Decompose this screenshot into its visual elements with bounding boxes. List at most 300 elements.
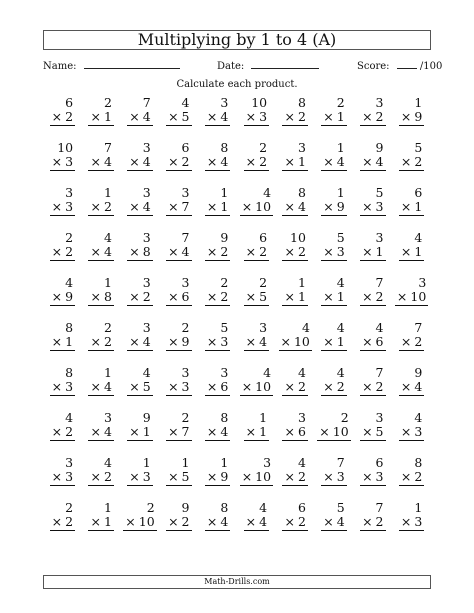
multiplier: 2: [181, 154, 190, 169]
problem-8-6: [237, 411, 276, 456]
problem-8-7: [276, 411, 315, 456]
multiplier: 1: [297, 289, 306, 304]
problem-4-1: [43, 231, 82, 276]
multiplicand: 2: [336, 95, 345, 110]
times-sign: ×: [284, 154, 295, 169]
multiplicand: 6: [297, 500, 306, 515]
problem-6-9: [353, 321, 392, 366]
multiplier-row: [205, 200, 230, 216]
problem-stack: [321, 141, 346, 171]
multiplier: 4: [103, 244, 112, 259]
multiplicand: 9: [375, 140, 384, 155]
problem-stack: [166, 141, 191, 171]
multiplier: 4: [336, 154, 345, 169]
multiplicand: 7: [414, 320, 423, 335]
multiplier: 9: [414, 109, 423, 124]
multiplier: 2: [375, 514, 384, 529]
instructions: Calculate each product.: [176, 79, 298, 90]
times-sign: ×: [323, 379, 334, 394]
multiplicand: 2: [220, 275, 229, 290]
problem-7-10: [392, 366, 431, 411]
problem-6-6: [237, 321, 276, 366]
problem-stack: [399, 411, 424, 441]
multiplicand: 1: [220, 185, 229, 200]
multiplier: 4: [220, 154, 229, 169]
problem-3-7: [276, 186, 315, 231]
problem-stack: [360, 141, 385, 171]
multiplier: 2: [259, 244, 268, 259]
multiplicand: 2: [146, 500, 155, 515]
multiplicand: 7: [181, 230, 190, 245]
multiplier: 2: [375, 379, 384, 394]
multiplier: 4: [103, 424, 112, 439]
problem-8-10: [392, 411, 431, 456]
multiplier-row: [399, 335, 424, 351]
times-sign: ×: [125, 514, 136, 529]
multiplier: 9: [181, 334, 190, 349]
score-field[interactable]: [357, 58, 442, 74]
problem-stack: [88, 141, 113, 171]
times-sign: ×: [362, 379, 373, 394]
multiplier-row: [282, 155, 307, 171]
multiplier-row: [321, 515, 346, 531]
multiplier-row: [321, 380, 346, 396]
problem-stack: [205, 501, 230, 531]
multiplier-row: [240, 470, 273, 486]
multiplier: 4: [220, 109, 229, 124]
problem-5-9: [353, 276, 392, 321]
multiplier: 10: [138, 514, 155, 529]
times-sign: ×: [129, 154, 140, 169]
problem-stack: [321, 276, 346, 306]
multiplier: 1: [375, 244, 384, 259]
multiplier-row: [205, 380, 230, 396]
problem-4-2: [82, 231, 121, 276]
multiplicand: 4: [336, 275, 345, 290]
multiplier: 4: [220, 514, 229, 529]
problem-stack: [321, 501, 346, 531]
times-sign: ×: [241, 379, 253, 394]
multiplier: 2: [220, 289, 229, 304]
multiplier: 9: [336, 199, 345, 214]
problem-3-4: [159, 186, 198, 231]
problem-10-1: [43, 501, 82, 546]
problem-10-9: [353, 501, 392, 546]
problem-4-8: [315, 231, 354, 276]
problem-stack: [279, 321, 312, 351]
multiplier-row: [166, 515, 191, 531]
multiplier-row: [50, 245, 75, 261]
multiplier: 2: [297, 244, 306, 259]
multiplier-row: [205, 515, 230, 531]
problem-7-7: [276, 366, 315, 411]
multiplier: 4: [142, 154, 151, 169]
multiplicand: 4: [414, 230, 423, 245]
problem-stack: [127, 276, 152, 306]
problem-9-6: [237, 456, 276, 501]
times-sign: ×: [362, 109, 373, 124]
multiplier: 3: [65, 469, 74, 484]
multiplier: 2: [375, 289, 384, 304]
multiplier: 7: [181, 424, 190, 439]
times-sign: ×: [206, 154, 218, 169]
multiplier-row: [50, 110, 75, 126]
multiplier-row: [360, 470, 385, 486]
multiplier-row: [321, 155, 346, 171]
times-sign: ×: [323, 244, 334, 259]
multiplier-row: [50, 515, 75, 531]
multiplier-row: [50, 200, 75, 216]
problem-stack: [127, 141, 152, 171]
problem-9-2: [82, 456, 121, 501]
multiplier: 1: [336, 289, 345, 304]
problem-3-6: [237, 186, 276, 231]
multiplier-row: [88, 245, 113, 261]
multiplier-row: [205, 110, 230, 126]
problem-9-4: [159, 456, 198, 501]
multiplier: 3: [336, 244, 345, 259]
times-sign: ×: [362, 154, 373, 169]
problem-stack: [360, 231, 385, 261]
multiplier-row: [166, 155, 191, 171]
problem-stack: [240, 366, 273, 396]
problem-3-5: [198, 186, 237, 231]
times-sign: ×: [284, 199, 295, 214]
multiplier: 5: [181, 469, 190, 484]
multiplicand: 3: [142, 320, 151, 335]
times-sign: ×: [51, 109, 63, 124]
multiplier: 4: [220, 424, 229, 439]
multiplicand: 7: [103, 140, 112, 155]
multiplicand: 4: [336, 365, 345, 380]
problem-stack: [205, 456, 230, 486]
times-sign: ×: [168, 514, 179, 529]
problem-4-7: [276, 231, 315, 276]
problem-stack: [50, 411, 75, 441]
multiplier-row: [166, 290, 191, 306]
problem-5-6: [237, 276, 276, 321]
problem-stack: [282, 186, 307, 216]
problem-8-4: [159, 411, 198, 456]
multiplicand: 6: [414, 185, 423, 200]
problem-2-6: [237, 141, 276, 186]
multiplicand: 1: [297, 275, 306, 290]
multiplier: 5: [375, 424, 384, 439]
multiplier: 9: [65, 289, 74, 304]
problem-9-5: [198, 456, 237, 501]
problem-6-4: [159, 321, 198, 366]
multiplier-row: [399, 200, 424, 216]
times-sign: ×: [51, 514, 63, 529]
problem-grid: [43, 96, 431, 546]
multiplier: 1: [259, 424, 268, 439]
multiplier-row: [166, 470, 191, 486]
problem-4-9: [353, 231, 392, 276]
multiplier: 3: [181, 379, 190, 394]
multiplier-row: [244, 515, 269, 531]
multiplicand: 1: [181, 455, 190, 470]
times-sign: ×: [51, 154, 63, 169]
multiplier-row: [127, 380, 152, 396]
multiplier: 1: [336, 334, 345, 349]
multiplicand: 8: [297, 185, 306, 200]
multiplier: 5: [142, 379, 151, 394]
multiplier: 3: [336, 469, 345, 484]
times-sign: ×: [129, 379, 140, 394]
multiplicand: 8: [220, 140, 229, 155]
times-sign: ×: [400, 514, 412, 529]
multiplier-row: [88, 200, 113, 216]
problem-stack: [166, 321, 191, 351]
times-sign: ×: [362, 289, 373, 304]
multiplier: 6: [220, 379, 229, 394]
multiplier-row: [205, 425, 230, 441]
problem-stack: [205, 96, 230, 126]
multiplier: 4: [336, 514, 345, 529]
multiplier-row: [166, 335, 191, 351]
multiplicand: 6: [181, 140, 190, 155]
problem-9-7: [276, 456, 315, 501]
multiplier: 5: [259, 289, 268, 304]
problem-6-7: [276, 321, 315, 366]
problem-stack: [399, 96, 424, 126]
problem-stack: [399, 456, 424, 486]
multiplicand: 4: [181, 95, 190, 110]
name-label: Name:: [43, 61, 77, 72]
problem-stack: [127, 411, 152, 441]
multiplier: 2: [414, 154, 423, 169]
multiplier: 2: [297, 469, 306, 484]
problem-6-3: [121, 321, 160, 366]
multiplicand: 3: [259, 320, 268, 335]
multiplier: 2: [142, 289, 151, 304]
times-sign: ×: [51, 379, 63, 394]
problem-6-2: [82, 321, 121, 366]
multiplier-row: [282, 200, 307, 216]
multiplier: 3: [375, 469, 384, 484]
times-sign: ×: [323, 469, 334, 484]
problem-1-1: [43, 96, 82, 141]
problem-stack: [360, 186, 385, 216]
multiplicand: 9: [414, 365, 423, 380]
times-sign: ×: [396, 289, 408, 304]
problem-stack: [50, 186, 75, 216]
problem-7-4: [159, 366, 198, 411]
problem-stack: [321, 321, 346, 351]
multiplicand: 3: [375, 230, 384, 245]
multiplicand: 2: [181, 320, 190, 335]
multiplicand: 3: [220, 95, 229, 110]
times-sign: ×: [280, 334, 291, 349]
multiplier: 2: [297, 514, 306, 529]
times-sign: ×: [245, 109, 257, 124]
times-sign: ×: [362, 244, 373, 259]
multiplicand: 8: [65, 365, 74, 380]
times-sign: ×: [90, 379, 101, 394]
multiplier-row: [50, 335, 75, 351]
score-total: /100: [419, 61, 443, 72]
multiplier-row: [205, 335, 230, 351]
multiplier-row: [127, 290, 152, 306]
problem-7-9: [353, 366, 392, 411]
problem-7-6: [237, 366, 276, 411]
times-sign: ×: [323, 109, 334, 124]
problem-4-10: [392, 231, 431, 276]
multiplier: 4: [142, 334, 151, 349]
problem-stack: [282, 231, 307, 261]
multiplier: 3: [414, 424, 423, 439]
times-sign: ×: [129, 424, 140, 439]
multiplier-row: [360, 245, 385, 261]
problem-stack: [360, 456, 385, 486]
times-sign: ×: [129, 289, 140, 304]
multiplicand: 3: [181, 185, 190, 200]
times-sign: ×: [206, 334, 218, 349]
multiplier: 4: [142, 109, 151, 124]
multiplicand: 1: [103, 500, 112, 515]
multiplier: 3: [414, 514, 423, 529]
multiplicand: 4: [336, 320, 345, 335]
multiplier-row: [166, 380, 191, 396]
times-sign: ×: [90, 109, 101, 124]
problem-9-9: [353, 456, 392, 501]
multiplier: 5: [181, 109, 190, 124]
multiplicand: 2: [181, 410, 190, 425]
times-sign: ×: [168, 379, 179, 394]
score-blank-line: [397, 58, 417, 69]
problem-5-4: [159, 276, 198, 321]
multiplier: 2: [414, 334, 423, 349]
multiplicand: 1: [414, 500, 423, 515]
multiplicand: 1: [103, 275, 112, 290]
problem-5-5: [198, 276, 237, 321]
problem-stack: [399, 366, 424, 396]
multiplier-row: [244, 335, 269, 351]
multiplier-row: [395, 290, 428, 306]
problem-stack: [240, 186, 273, 216]
multiplier: 4: [181, 244, 190, 259]
multiplier: 2: [103, 199, 112, 214]
multiplier-row: [360, 110, 385, 126]
times-sign: ×: [168, 244, 179, 259]
multiplier-row: [360, 380, 385, 396]
times-sign: ×: [245, 334, 257, 349]
problem-stack: [282, 501, 307, 531]
times-sign: ×: [284, 379, 295, 394]
multiplier: 2: [181, 514, 190, 529]
problem-1-10: [392, 96, 431, 141]
multiplicand: 7: [375, 365, 384, 380]
multiplier: 9: [220, 469, 229, 484]
multiplier: 3: [259, 109, 268, 124]
multiplier-row: [205, 155, 230, 171]
multiplicand: 3: [181, 365, 190, 380]
multiplier: 4: [375, 154, 384, 169]
problem-stack: [321, 186, 346, 216]
multiplier-row: [282, 515, 307, 531]
times-sign: ×: [129, 244, 140, 259]
multiplicand: 1: [142, 455, 151, 470]
multiplier-row: [282, 110, 307, 126]
multiplier-row: [244, 425, 269, 441]
multiplicand: 8: [297, 95, 306, 110]
problem-10-2: [82, 501, 121, 546]
times-sign: ×: [241, 469, 253, 484]
multiplicand: 4: [414, 410, 423, 425]
date-blank-line: [251, 58, 319, 69]
problem-stack: [282, 366, 307, 396]
problem-2-5: [198, 141, 237, 186]
multiplier: 3: [65, 379, 74, 394]
problem-5-2: [82, 276, 121, 321]
problem-stack: [205, 411, 230, 441]
multiplicand: 7: [142, 95, 151, 110]
times-sign: ×: [90, 424, 101, 439]
multiplier-row: [321, 335, 346, 351]
multiplier-row: [282, 290, 307, 306]
multiplier: 1: [414, 244, 423, 259]
multiplier: 10: [255, 469, 272, 484]
multiplicand: 3: [220, 365, 229, 380]
problem-stack: [50, 501, 75, 531]
problem-1-8: [315, 96, 354, 141]
multiplicand: 6: [259, 230, 268, 245]
problem-stack: [317, 411, 350, 441]
multiplicand: 4: [65, 410, 74, 425]
multiplier: 4: [297, 199, 306, 214]
multiplier: 4: [414, 379, 423, 394]
times-sign: ×: [284, 424, 295, 439]
problem-stack: [244, 141, 269, 171]
problem-stack: [50, 456, 75, 486]
problem-stack: [360, 276, 385, 306]
problem-10-7: [276, 501, 315, 546]
problem-stack: [282, 276, 307, 306]
multiplicand: 1: [220, 455, 229, 470]
problem-9-3: [121, 456, 160, 501]
multiplicand: 4: [263, 185, 272, 200]
multiplicand: 3: [65, 455, 74, 470]
times-sign: ×: [90, 334, 101, 349]
multiplier-row: [127, 425, 152, 441]
problem-stack: [88, 96, 113, 126]
multiplicand: 3: [375, 410, 384, 425]
times-sign: ×: [323, 154, 334, 169]
multiplier: 2: [65, 424, 74, 439]
times-sign: ×: [400, 334, 412, 349]
multiplier: 1: [103, 514, 112, 529]
multiplier-row: [205, 245, 230, 261]
date-field[interactable]: [217, 58, 319, 74]
multiplier-row: [205, 290, 230, 306]
multiplier: 6: [181, 289, 190, 304]
times-sign: ×: [245, 424, 257, 439]
name-field[interactable]: [43, 58, 180, 74]
multiplier: 10: [410, 289, 427, 304]
times-sign: ×: [206, 424, 218, 439]
multiplicand: 9: [142, 410, 151, 425]
multiplier-row: [123, 515, 156, 531]
multiplier-row: [166, 200, 191, 216]
problem-2-1: [43, 141, 82, 186]
times-sign: ×: [51, 244, 63, 259]
times-sign: ×: [323, 199, 334, 214]
multiplicand: 8: [414, 455, 423, 470]
multiplicand: 1: [336, 185, 345, 200]
multiplicand: 4: [103, 455, 112, 470]
times-sign: ×: [168, 154, 179, 169]
problem-2-4: [159, 141, 198, 186]
